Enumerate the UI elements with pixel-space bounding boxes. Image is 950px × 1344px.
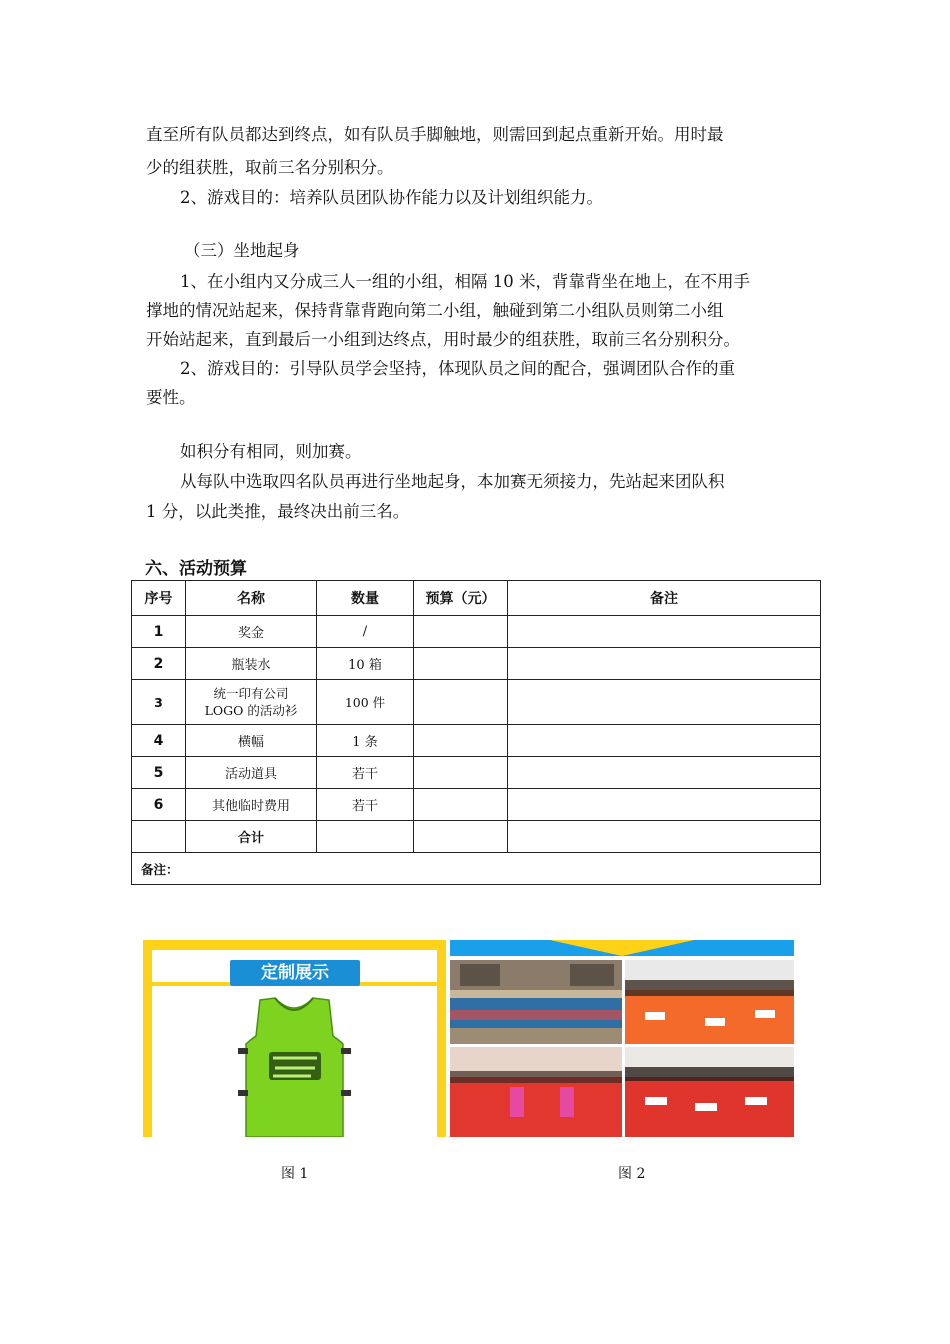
figure-1-vest-image xyxy=(143,940,446,1137)
cell-name: 瓶装水 xyxy=(186,648,317,680)
subsection-title: （三）坐地起身 xyxy=(184,241,300,260)
cell-budget xyxy=(414,680,508,725)
remark-label: 备注： xyxy=(132,853,821,885)
table-row xyxy=(132,725,821,757)
paragraph-line: 直至所有队员都达到终点，如有队员手脚触地，则需回到起点重新开始。用时最 xyxy=(146,125,724,144)
cell-budget xyxy=(414,757,508,789)
cell-no: 6 xyxy=(132,789,186,821)
cell-qty: 若干 xyxy=(317,789,414,821)
cell-qty: 若干 xyxy=(317,757,414,789)
paragraph-line: 2、游戏目的：培养队员团队协作能力以及计划组织能力。 xyxy=(180,188,603,207)
group-photo-1 xyxy=(450,960,622,1044)
cell-budget xyxy=(414,616,508,648)
total-label: 合计 xyxy=(186,821,317,853)
figure-2-caption: 图 2 xyxy=(618,1166,646,1182)
header-qty: 数量 xyxy=(317,581,414,616)
paragraph-line: 1、在小组内又分成三人一组的小组，相隔 10 米，背靠背坐在地上，在不用手 xyxy=(180,272,750,291)
header-note: 备注 xyxy=(508,581,821,616)
vest-icon xyxy=(143,940,446,1137)
banner-chevron xyxy=(550,940,694,956)
header-name: 名称 xyxy=(186,581,317,616)
table-row xyxy=(132,616,821,648)
cell-budget xyxy=(414,725,508,757)
cell-note xyxy=(508,725,821,757)
table-row xyxy=(132,757,821,789)
header-no: 序号 xyxy=(132,581,186,616)
cell-name: 奖金 xyxy=(186,616,317,648)
banner-label: 定制展示 xyxy=(230,960,360,986)
cell-no: 2 xyxy=(132,648,186,680)
paragraph-line: 如积分有相同，则加赛。 xyxy=(180,442,362,461)
cell-note xyxy=(508,648,821,680)
paragraph-line: 2、游戏目的：引导队员学会坚持，体现队员之间的配合，强调团队合作的重 xyxy=(180,359,735,378)
group-photo-4 xyxy=(625,1047,794,1137)
cell-no: 4 xyxy=(132,725,186,757)
paragraph-line: 从每队中选取四名队员再进行坐地起身，本加赛无须接力，先站起来团队积 xyxy=(180,472,725,491)
paragraph-line: 开始站起来，直到最后一小组到达终点，用时最少的组获胜，取前三名分别积分。 xyxy=(146,330,740,349)
cell-name: 其他临时费用 xyxy=(186,789,317,821)
paragraph-line: 1 分，以此类推，最终决出前三名。 xyxy=(146,502,410,521)
cell-name: 活动道具 xyxy=(186,757,317,789)
cell-qty xyxy=(317,821,414,853)
cell-note xyxy=(508,821,821,853)
paragraph-line: 少的组获胜，取前三名分别积分。 xyxy=(146,158,394,177)
cell-qty: 10 箱 xyxy=(317,648,414,680)
cell-budget xyxy=(414,648,508,680)
cell-no xyxy=(132,821,186,853)
figure-2-photo-collage xyxy=(450,940,794,1137)
table-header-row xyxy=(132,581,821,616)
cell-qty: 100 件 xyxy=(317,680,414,725)
table-row xyxy=(132,648,821,680)
budget-table xyxy=(131,580,821,885)
table-row xyxy=(132,680,821,725)
cell-budget xyxy=(414,821,508,853)
header-budget: 预算（元） xyxy=(414,581,508,616)
section-title: 六、活动预算 xyxy=(145,559,247,579)
group-photo-2 xyxy=(625,960,794,1044)
cell-note xyxy=(508,616,821,648)
cell-name: 横幅 xyxy=(186,725,317,757)
paragraph-line: 要性。 xyxy=(146,388,196,407)
cell-note xyxy=(508,789,821,821)
cell-budget xyxy=(414,789,508,821)
cell-no: 3 xyxy=(132,680,186,725)
table-remark-row xyxy=(132,853,821,885)
cell-name-line: 统一印有公司 xyxy=(213,686,289,701)
cell-name xyxy=(186,680,317,725)
table-row xyxy=(132,789,821,821)
figure-1-caption: 图 1 xyxy=(281,1166,309,1182)
cell-note xyxy=(508,757,821,789)
cell-no: 1 xyxy=(132,616,186,648)
cell-qty: / xyxy=(317,616,414,648)
table-total-row xyxy=(132,821,821,853)
paragraph-line: 撑地的情况站起来，保持背靠背跑向第二小组，触碰到第二小组队员则第二小组 xyxy=(146,301,724,320)
group-photo-3 xyxy=(450,1047,622,1137)
cell-no: 5 xyxy=(132,757,186,789)
cell-name-line: LOGO 的活动衫 xyxy=(204,703,298,718)
cell-qty: 1 条 xyxy=(317,725,414,757)
cell-note xyxy=(508,680,821,725)
